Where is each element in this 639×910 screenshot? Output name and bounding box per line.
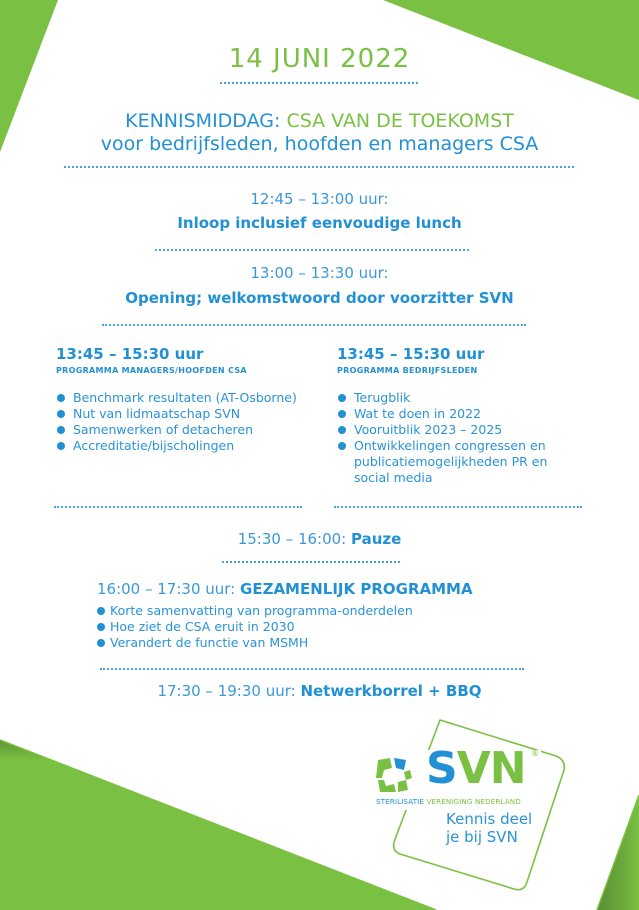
slot-label: GEZAMENLIJK PROGRAMMA: [240, 580, 473, 598]
slot-label: Inloop inclusief eenvoudige lunch: [177, 214, 462, 232]
slot-label: Opening; welkomstwoord door voorzitter SVN: [125, 289, 514, 307]
slot-time: 13:00 – 13:30 uur:: [250, 264, 389, 282]
slot-time: 15:30 – 16:00:: [237, 530, 347, 548]
event-date: 14 JUNI 2022: [228, 44, 411, 74]
program-time: 13:45 – 15:30 uur: [337, 345, 485, 363]
registered-mark: ®: [531, 749, 539, 758]
list-item: Samenwerken of detacheren: [56, 422, 326, 438]
list-item: Accreditatie/bijscholingen: [56, 438, 326, 454]
list-item: Benchmark resultaten (AT-Osborne): [56, 390, 326, 406]
list-item: Vooruitblik 2023 – 2025: [337, 422, 577, 438]
program-title: PROGRAMMA MANAGERS/HOOFDEN CSA: [56, 366, 247, 375]
slot-time: 17:30 – 19:30 uur:: [157, 682, 296, 700]
slot-label: Pauze: [351, 530, 402, 548]
list-item: Hoe ziet de CSA eruit in 2030: [97, 619, 537, 635]
svn-wordmark: SVN: [426, 743, 526, 794]
list-item: Ontwikkelingen congressen en publicatiemogelijkheden PR en social media: [337, 438, 577, 486]
slot-time: 12:45 – 13:00 uur:: [250, 190, 389, 208]
logo-slogan: Kennis deel je bij SVN: [446, 810, 533, 846]
list-item: Korte samenvatting van programma-onderdelen: [97, 603, 537, 619]
slot-label: Netwerkborrel + BBQ: [300, 682, 482, 700]
list-item: Wat te doen in 2022: [337, 406, 577, 422]
svn-emblem-icon: [376, 756, 428, 792]
list-item: Verandert de functie van MSMH: [97, 635, 537, 651]
title-prefix: KENNISMIDDAG:: [125, 110, 281, 132]
program-title: PROGRAMMA BEDRIJFSLEDEN: [337, 366, 478, 375]
list-item: Nut van lidmaatschap SVN: [56, 406, 326, 422]
title-highlight: CSA VAN DE TOEKOMST: [286, 110, 514, 132]
event-subtitle: voor bedrijfsleden, hoofden en managers CSA: [100, 133, 539, 155]
program-time: 13:45 – 15:30 uur: [56, 345, 204, 363]
slot-time: 16:00 – 17:30 uur:: [97, 580, 236, 598]
list-item: Terugblik: [337, 390, 577, 406]
logo-tagline: STERILISATIE VERENIGING NEDERLAND: [376, 797, 521, 806]
